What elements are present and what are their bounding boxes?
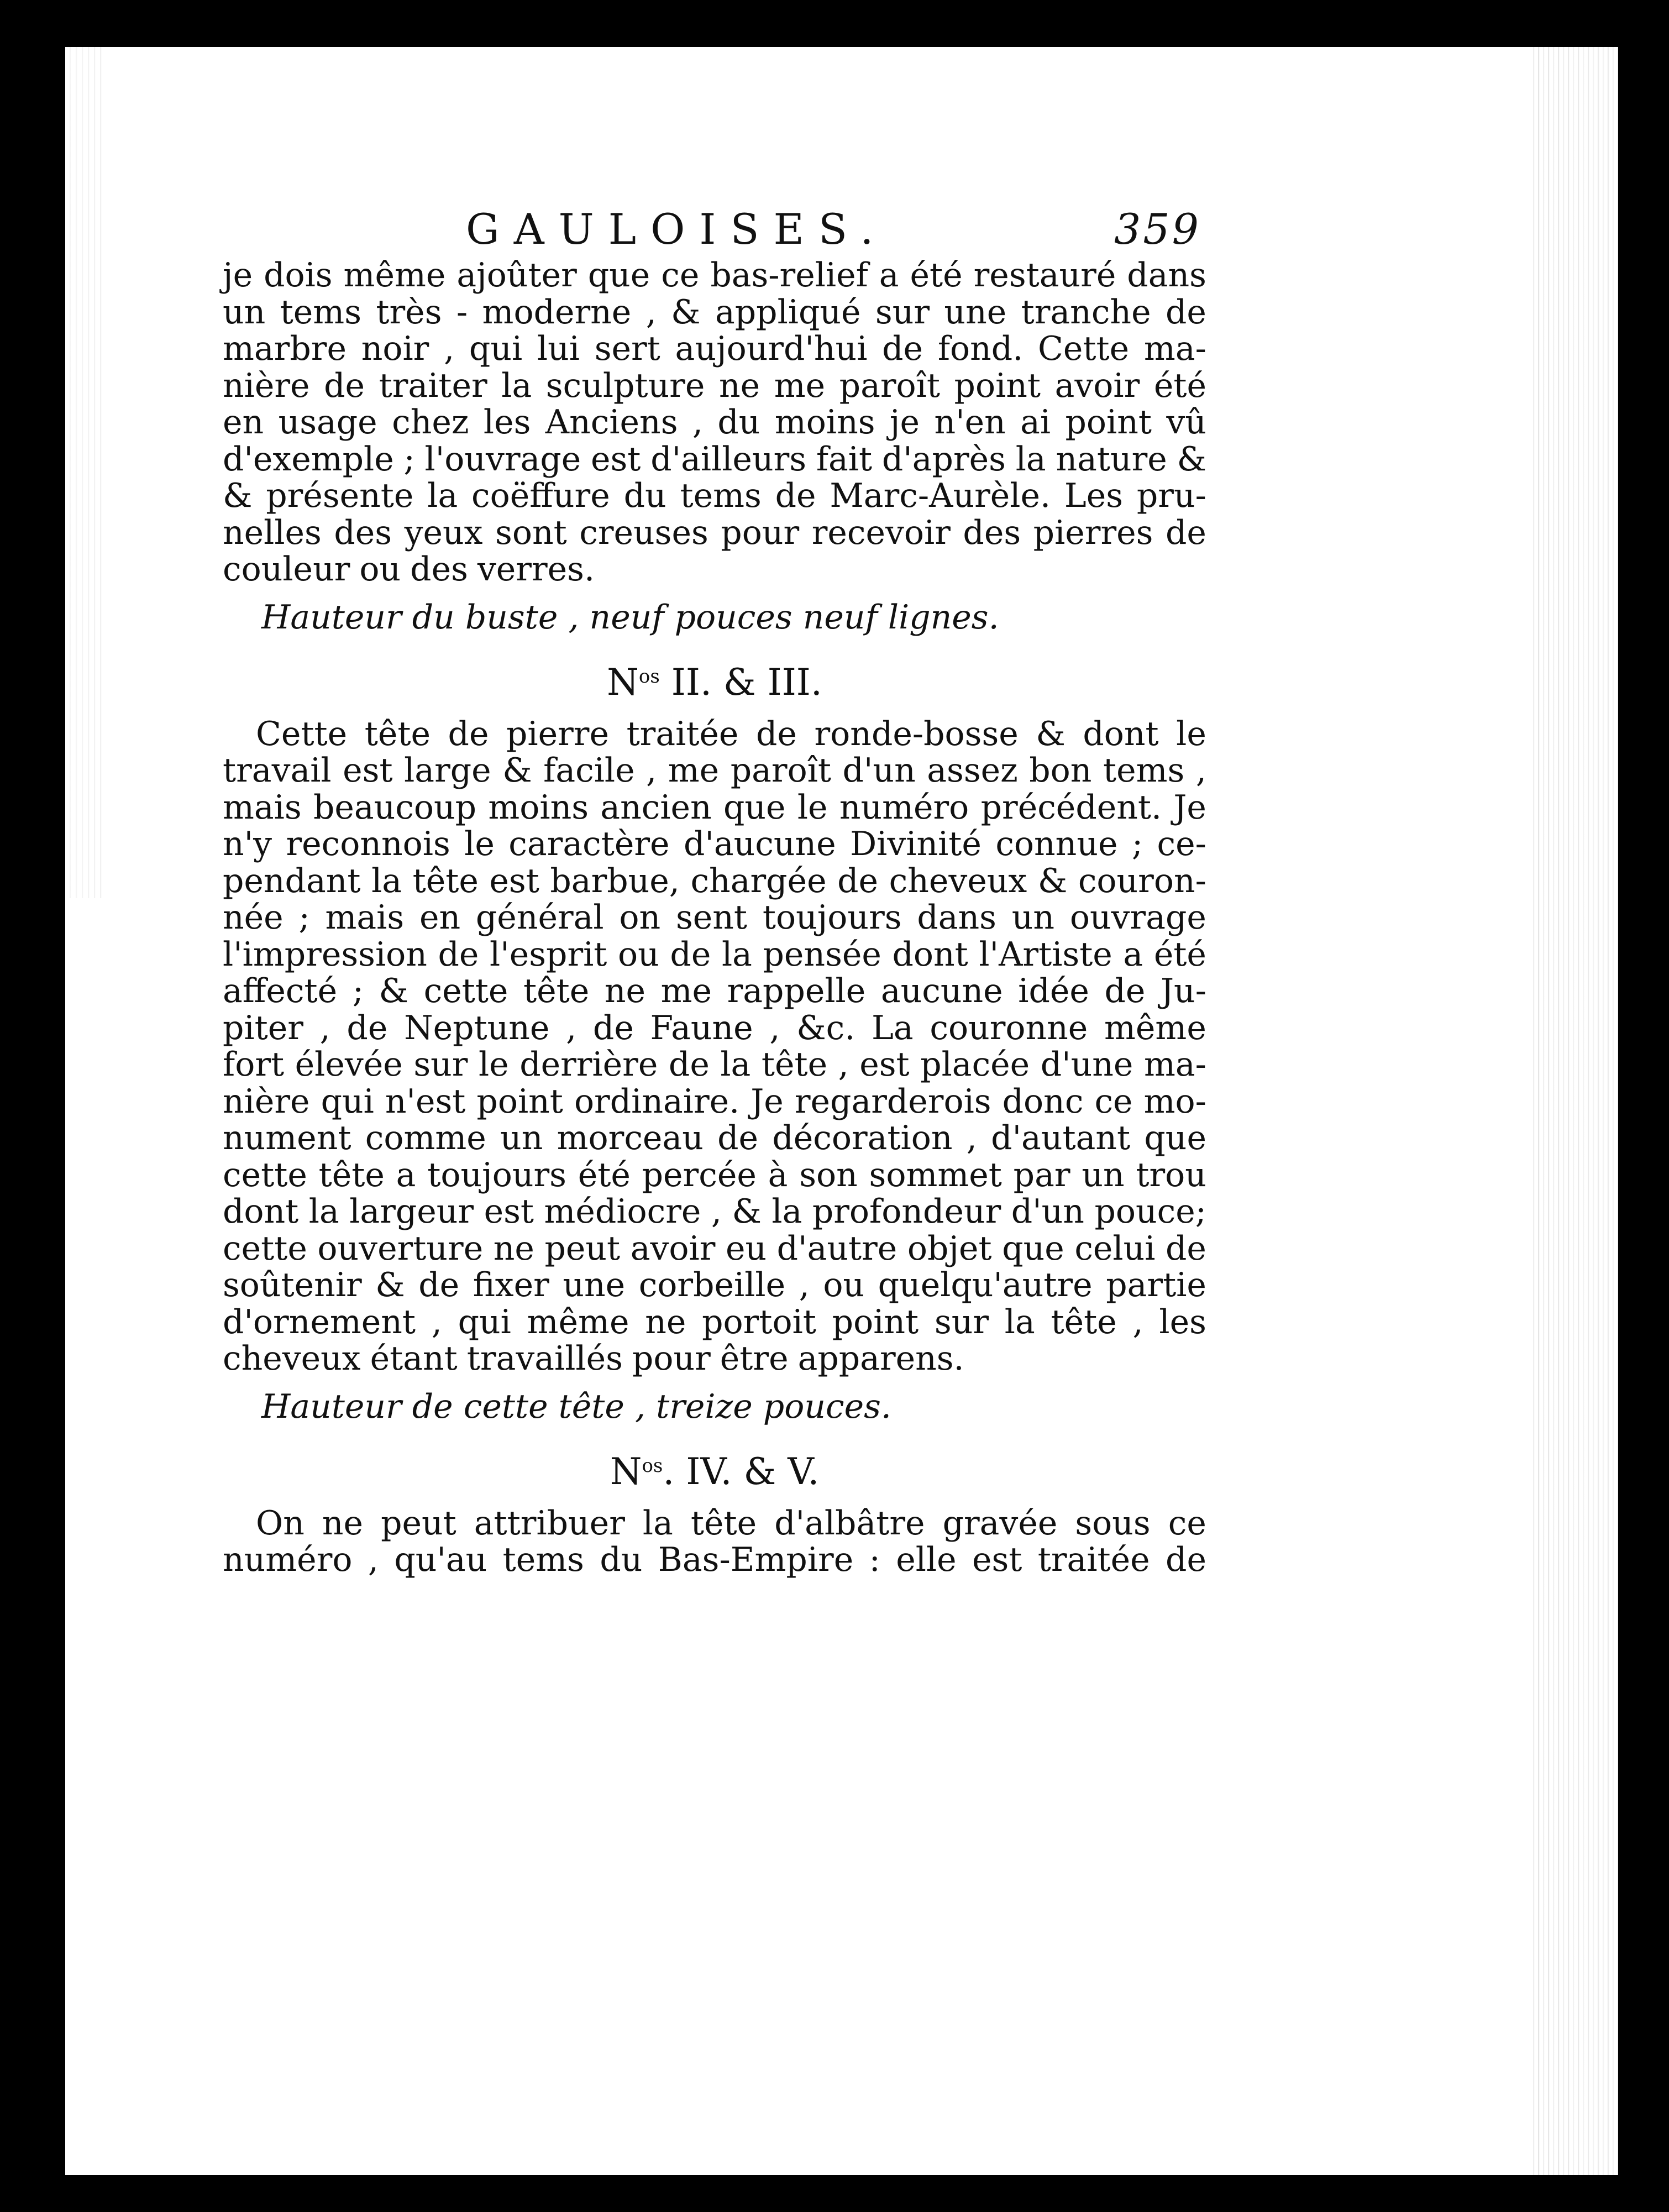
text-line: piter , de Neptune , de Faune , &c. La couronne même bbox=[223, 1008, 1206, 1047]
text-line: n'y reconnois le caractère d'aucune Divinité connue ; ce- bbox=[223, 825, 1206, 863]
caption-head-height: Hauteur de cette tête , treize pouces. bbox=[261, 1387, 891, 1426]
text-line: & présente la coëffure du tems de Marc-Aurèle. Les pru- bbox=[223, 476, 1206, 515]
text-line: nelles des yeux sont creuses pour recevoir des pierres de bbox=[223, 513, 1206, 552]
text-line: dont la largeur est médiocre , & la profondeur d'un pouce; bbox=[223, 1192, 1206, 1231]
page-edge-left bbox=[65, 47, 104, 898]
page-number: 359 bbox=[1114, 205, 1201, 254]
heading-text: II. & III. bbox=[659, 661, 822, 704]
text-line: en usage chez les Anciens , du moins je n'en ai point vû bbox=[223, 403, 1206, 442]
text-line: numéro , qu'au tems du Bas-Empire : elle est traitée de bbox=[223, 1540, 1206, 1579]
heading-text: . IV. & V. bbox=[663, 1450, 820, 1493]
paragraph-2 bbox=[223, 716, 1206, 1377]
text-line: d'exemple ; l'ouvrage est d'ailleurs fait d'après la nature & bbox=[223, 439, 1206, 479]
heading-superscript: os bbox=[638, 665, 660, 688]
text-line: cette ouverture ne peut avoir eu d'autre objet que celui de bbox=[223, 1229, 1206, 1268]
text-line: On ne peut attribuer la tête d'albâtre gravée sous ce bbox=[256, 1503, 1206, 1543]
heading-prefix: N bbox=[610, 1450, 642, 1493]
page-edge-right bbox=[1530, 47, 1618, 2175]
paragraph-1 bbox=[223, 257, 1206, 588]
text-line: d'ornement , qui même ne portoit point sur la tête , les bbox=[223, 1302, 1206, 1341]
running-head bbox=[223, 202, 1206, 257]
text-line: mais beaucoup moins ancien que le numéro précédent. Je bbox=[223, 788, 1206, 827]
text-line: cheveux étant travaillés pour être apparens. bbox=[223, 1339, 964, 1378]
text-line: nière de traiter la sculpture ne me paroît point avoir été bbox=[223, 366, 1206, 405]
text-line: nument comme un morceau de décoration , d'autant que bbox=[223, 1119, 1206, 1157]
text-line: nière qui n'est point ordinaire. Je regarderois donc ce mo- bbox=[223, 1082, 1206, 1121]
book-page bbox=[65, 47, 1618, 2175]
paragraph-3 bbox=[223, 1505, 1206, 1579]
text-line: pendant la tête est barbue, chargée de cheveux & couron- bbox=[223, 861, 1206, 900]
text-line: affecté ; & cette tête ne me rappelle aucune idée de Ju- bbox=[223, 972, 1206, 1010]
text-line: travail est large & facile , me paroît d'un assez bon tems , bbox=[223, 751, 1206, 790]
caption-bust-height: Hauteur du buste , neuf pouces neuf lignes. bbox=[261, 597, 999, 637]
text-line: née ; mais en général on sent toujours dans un ouvrage bbox=[223, 898, 1206, 937]
text-line: je dois même ajoûter que ce bas-relief a été restauré dans bbox=[223, 256, 1206, 295]
text-line: couleur ou des verres. bbox=[223, 550, 595, 589]
text-line: fort élevée sur le derrière de la tête , est placée d'une ma- bbox=[223, 1045, 1206, 1084]
section-heading-4-5 bbox=[223, 1433, 1206, 1505]
running-title: GAULOISES. bbox=[466, 205, 888, 254]
text-line: l'impression de l'esprit ou de la pensée dont l'Artiste a été bbox=[223, 935, 1206, 974]
text-block bbox=[223, 202, 1206, 1579]
heading-prefix: N bbox=[607, 661, 639, 704]
section-heading-2-3 bbox=[223, 643, 1206, 716]
text-line: Cette tête de pierre traitée de ronde-bosse & dont le bbox=[256, 714, 1206, 753]
text-line: un tems très - moderne , & appliqué sur une tranche de bbox=[223, 292, 1206, 332]
heading-superscript: os bbox=[642, 1454, 663, 1477]
text-line: marbre noir , qui lui sert aujourd'hui de fond. Cette ma- bbox=[223, 329, 1206, 368]
text-line: soûtenir & de fixer une corbeille , ou quelqu'autre partie bbox=[223, 1266, 1206, 1304]
text-line: cette tête a toujours été percée à son sommet par un trou bbox=[223, 1155, 1206, 1194]
